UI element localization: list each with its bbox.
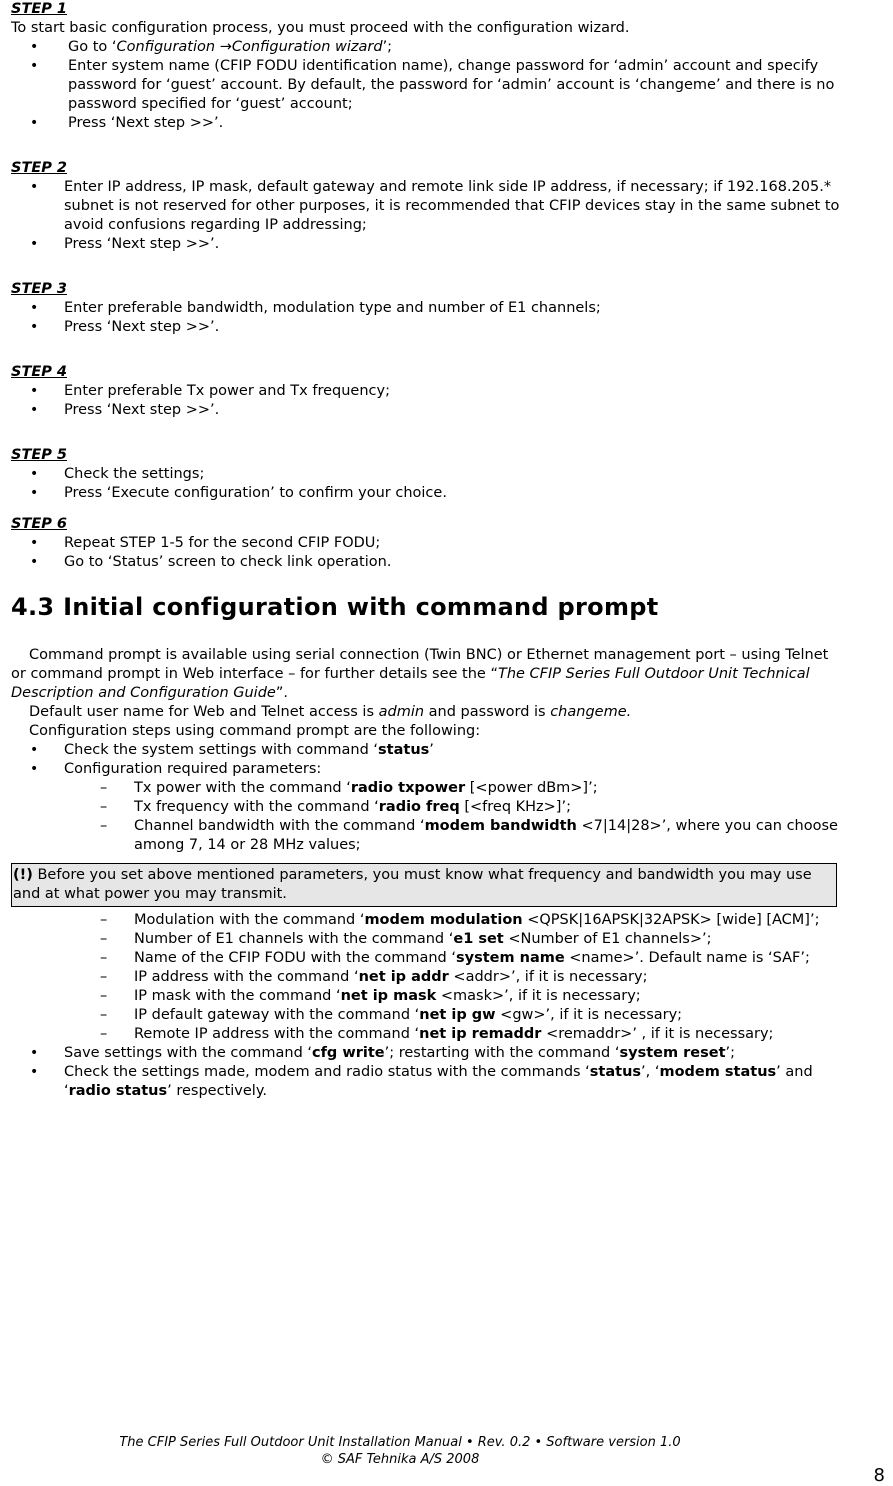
step-4-list (11, 382, 841, 420)
list-item: • Check the settings made, modem and radio status with the commands ‘status’, ‘modem status’ and ‘radio status’ respectively. (11, 1063, 841, 1101)
step-2-title: STEP 2 (11, 160, 68, 176)
list-item: – IP mask with the command ‘net ip mask <mask>’, if it is necessary; (11, 987, 841, 1006)
list-item: • Press ‘Execute configuration’ to confirm your choice. (11, 484, 841, 503)
warning-mark: (!) (13, 867, 33, 883)
step-5-title: STEP 5 (11, 447, 68, 463)
list-item: • Go to ‘Status’ screen to check link operation. (11, 553, 841, 572)
page-footer (0, 1434, 800, 1468)
list-item: – Remote IP address with the command ‘net ip remaddr <remaddr>’ , if it is necessary; (11, 1025, 841, 1044)
list-item: – Name of the CFIP FODU with the command ‘system name <name>’. Default name is ‘SAF’; (11, 949, 841, 968)
command-list (11, 741, 841, 779)
required-params-list (11, 779, 841, 855)
list-item: • Press ‘Next step >>’. (11, 114, 841, 133)
more-params-list (11, 911, 841, 1044)
list-item: – IP address with the command ‘net ip addr <addr>’, if it is necessary; (11, 968, 841, 987)
list-item: • Enter preferable Tx power and Tx frequency; (11, 382, 841, 401)
step-1-list (11, 38, 841, 133)
list-item: – Channel bandwidth with the command ‘modem bandwidth <7|14|28>’, where you can choose among 7, 14 or 28 MHz values; (11, 817, 841, 855)
list-item: • Press ‘Next step >>’. (11, 401, 841, 420)
list-item: • Save settings with the command ‘cfg write’; restarting with the command ‘system reset’; (11, 1044, 841, 1063)
footer-title: The CFIP Series Full Outdoor Unit Installation Manual • Rev. 0.2 • Software version 1.0 (119, 1435, 681, 1450)
list-item: • Press ‘Next step >>’. (11, 318, 841, 337)
step-6-list (11, 534, 841, 572)
list-item: – Number of E1 channels with the command ‘e1 set <Number of E1 channels>’; (11, 930, 841, 949)
list-item: • Enter preferable bandwidth, modulation type and number of E1 channels; (11, 299, 841, 318)
list-item: • Check the system settings with command ‘status’ (11, 741, 841, 760)
list-item: – Modulation with the command ‘modem modulation <QPSK|16APSK|32APSK> [wide] [ACM]’; (11, 911, 841, 930)
list-item: • Press ‘Next step >>’. (11, 235, 841, 254)
page-number: 8 (873, 1465, 885, 1486)
step-6-title: STEP 6 (11, 516, 68, 532)
list-item: • Repeat STEP 1-5 for the second CFIP FODU; (11, 534, 841, 553)
section-heading: 4.3 Initial configuration with command prompt (11, 593, 659, 621)
intro-paragraph: Command prompt is available using serial connection (Twin BNC) or Ethernet management port – using Telnet or command prompt in Web interface – for further details see the “The CFIP Series Full Outdoor Unit Technical Description and Configuration Guide”. (11, 647, 829, 701)
step-3-title: STEP 3 (11, 281, 68, 297)
list-item: • Check the settings; (11, 465, 841, 484)
list-item: • Go to ‘Configuration →Configuration wizard’; (11, 38, 841, 57)
footer-copyright: © SAF Tehnika A/S 2008 (320, 1452, 480, 1467)
step-1-title: STEP 1 (11, 1, 68, 17)
list-item: – Tx frequency with the command ‘radio freq [<freq KHz>]’; (11, 798, 841, 817)
list-item: • Enter system name (CFIP FODU identification name), change password for ‘admin’ account and specify password for ‘guest’ account. By default, the password for ‘admin’ account is ‘changeme’ and there is no password specified for ‘guest’ account; (11, 57, 841, 114)
final-list (11, 1044, 841, 1101)
arrow-right-icon: → (219, 39, 232, 55)
list-item: – Tx power with the command ‘radio txpower [<power dBm>]’; (11, 779, 841, 798)
warning-note: (!) Before you set above mentioned parameters, you must know what frequency and bandwidth you may use and at what power you may transmit. (11, 863, 837, 907)
step-4-title: STEP 4 (11, 364, 68, 380)
list-item: – IP default gateway with the command ‘net ip gw <gw>’, if it is necessary; (11, 1006, 841, 1025)
document-page (11, 0, 841, 1101)
step-1-intro: To start basic configuration process, you must proceed with the configuration wizard. (11, 20, 630, 36)
step-3-list (11, 299, 841, 337)
step-5-list (11, 465, 841, 503)
steps-intro-paragraph: Configuration steps using command prompt are the following: (29, 723, 481, 739)
step-2-list (11, 178, 841, 254)
list-item: • Enter IP address, IP mask, default gateway and remote link side IP address, if necessary; if 192.168.205.* subnet is not reserved for other purposes, it is recommended that CFIP devices stay in the same subnet to avoid confusions regarding IP addressing; (11, 178, 841, 235)
credentials-paragraph: Default user name for Web and Telnet access is admin and password is changeme. (29, 704, 632, 720)
list-item: • Configuration required parameters: (11, 760, 841, 779)
